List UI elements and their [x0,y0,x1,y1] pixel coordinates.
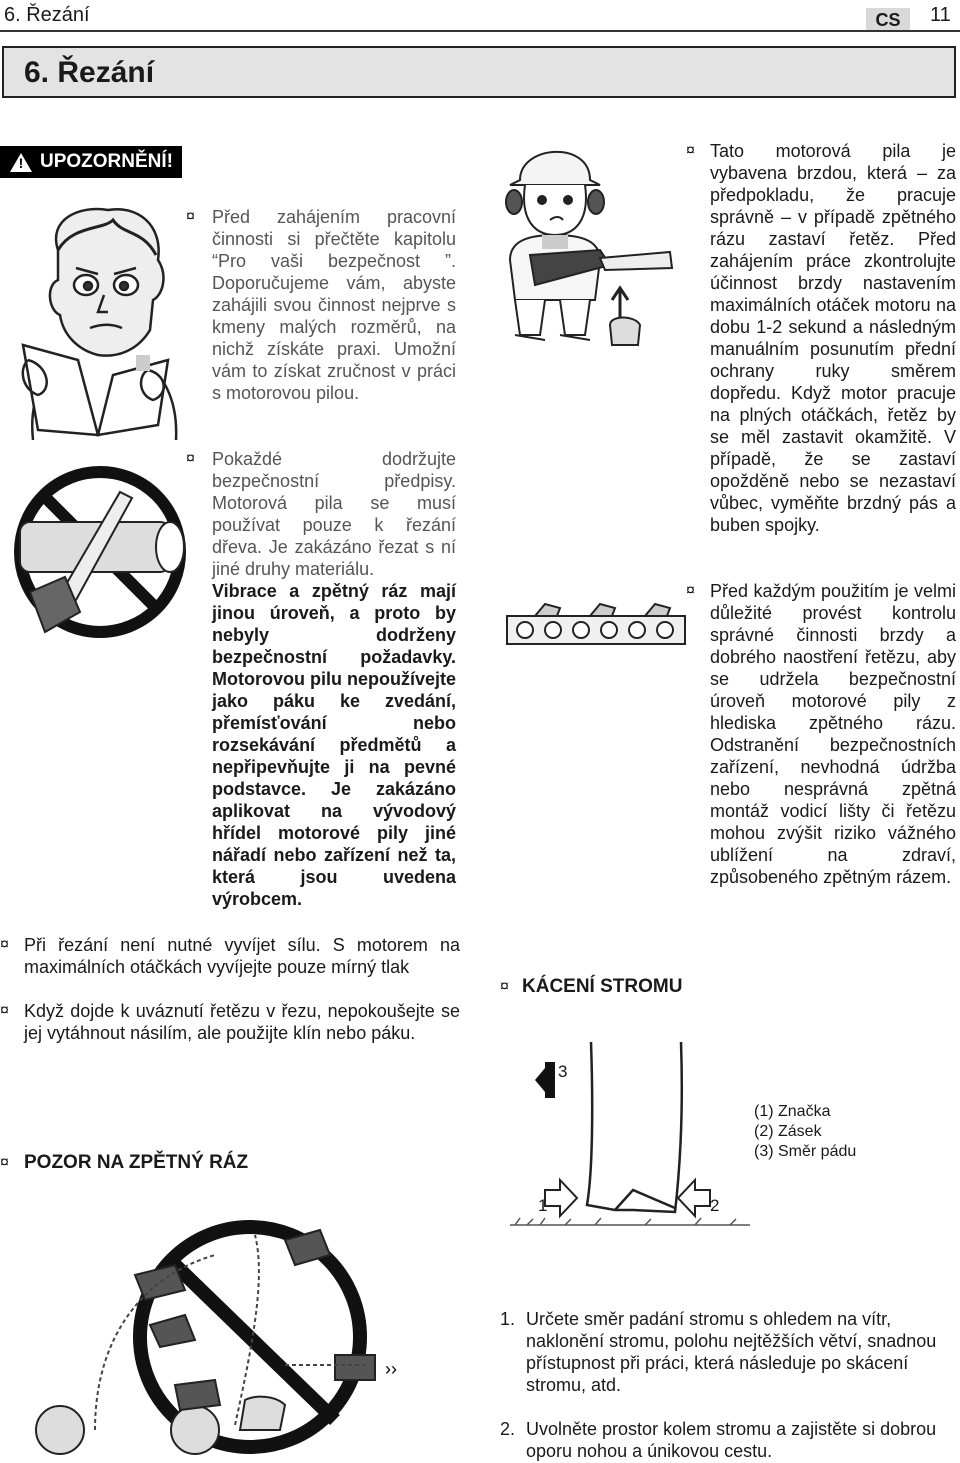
right-bullet-1: ¤ Tato motorová pila je vybavena brzdou, která – za předpokladu, že pracuje správně – v případě zpětného rázu zastaví řetěz. Před zahájením práce zkontrolujte účinnost brzdy nastavením maximálních otáček motoru na dobu 1-2 sekund a následným manuálním posunutím přední ochrany ruky směrem dopředu. Když motor pracuje na plných otáčkách, řetěz by se měl zastavit okamžitě. V případě, že se zastaví opožděně nebo se nezastaví vůbec, vyměňte brzdný pás a buben spojky. [686,141,956,535]
worker-with-chainsaw-illustration [500,140,680,355]
running-title: 6. Řezání [4,4,90,26]
page-number: 11 [930,4,951,26]
figure-number-1: 1 [538,1196,548,1215]
reading-man-illustration [18,200,178,440]
left-bullet-2: ¤ Pokaždé dodržujte bezpečnostní předpisy. Motorová pila se musí používat pouze k řezání dřeva. Je zakázáno řezat s ní jiné druhy materiálu. Vibrace a zpětný ráz mají jinou úroveň, a proto by nebyly dodrženy bezpečnostní požadavky. Motorovou pilu nepoužívejte jako páku ke zvedání, přemísťování nebo rozsekávání předmětů a nepřipevňujte ji na pevné podstavce. Je zakázáno aplikovat na vývodový hřídel motorové pily jiné nářadí nebo zařízení než ta, která jsou uvedena výrobcem. [186,449,456,909]
tree-diagram-legend: (1) Značka (2) Zásek (3) Směr pádu [754,1103,857,1160]
left-bullet-1: ¤ Před zahájením pracovní činnosti si přečtěte kapitolu “Pro vaši bezpečnost ”. Doporučujeme vám, abyste zahájili svou činnost nejprve s kmeny malých rozměrů, na nichž získáte praxi. Umožní vám to získat zručnost v práci s motorovou pilou. [186,207,456,403]
felling-step: 1. Určete směr padání stromu s ohledem na vítr, naklonění stromu, polohu nejtěžších větví, snadnou přístupnost při práci, která následuje po skácení stromu, atd. [500,1309,937,1395]
figure-number-3: 3 [558,1062,568,1081]
warning-label: UPOZORNĚNÍ! [40,151,173,172]
figure-number-2: 2 [710,1196,720,1215]
kickback-warning: ¤ POZOR NA ZPĚTNÝ RÁZ [0,1152,300,1174]
prohibited-pipe-cutting-icon [10,462,190,642]
warning-banner: ! UPOZORNĚNÍ! [0,146,182,178]
felling-steps [500,1308,956,1462]
language-badge: CS [866,8,910,30]
kickback-heading: POZOR NA ZPĚTNÝ RÁZ [24,1152,249,1173]
section-title-box [2,46,956,98]
felling-step: 2. Uvolněte prostor kolem stromu a zajistěte si dobrou oporu nohou a únikovou cestu. [500,1419,937,1461]
lower-left-bullet-2: ¤ Když dojde k uváznutí řetězu v řezu, nepokoušejte se jej vytáhnout násilím, ale použijte klín nebo páku. [0,1001,460,1043]
lower-left-bullet-1: ¤ Při řezání není nutné vyvíjet sílu. S motorem na maximálních otáčkách vyvíjejte pouze mírný tlak [0,935,460,977]
tree-felling-heading: KÁCENÍ STROMU [522,976,683,997]
kickback-prohibited-illustration [35,1215,415,1460]
right-bullet-2: ¤ Před každým použitím je velmi důležité provést kontrolu správné činnosti brzdy a dobrého naostření řetězu, aby se udržela bezpečnostní úroveň motorové pily z hlediska zpětného rázu. Odstranění bezpečnostních zařízení, nevhodná údržba nebo nesprávná zpětná montáž vodicí lišty či řetězu mohou zvýšit riziko vážného ublížení na zdraví, způsobeného zpětným rázem. [686,581,956,887]
svg-text:››: ›› [385,1359,397,1379]
section-title: 6. Řezání [24,56,155,89]
header-rule [0,30,960,32]
saw-chain-detail-illustration [505,600,690,652]
tree-felling-heading-block: ¤ KÁCENÍ STROMU [500,976,760,998]
